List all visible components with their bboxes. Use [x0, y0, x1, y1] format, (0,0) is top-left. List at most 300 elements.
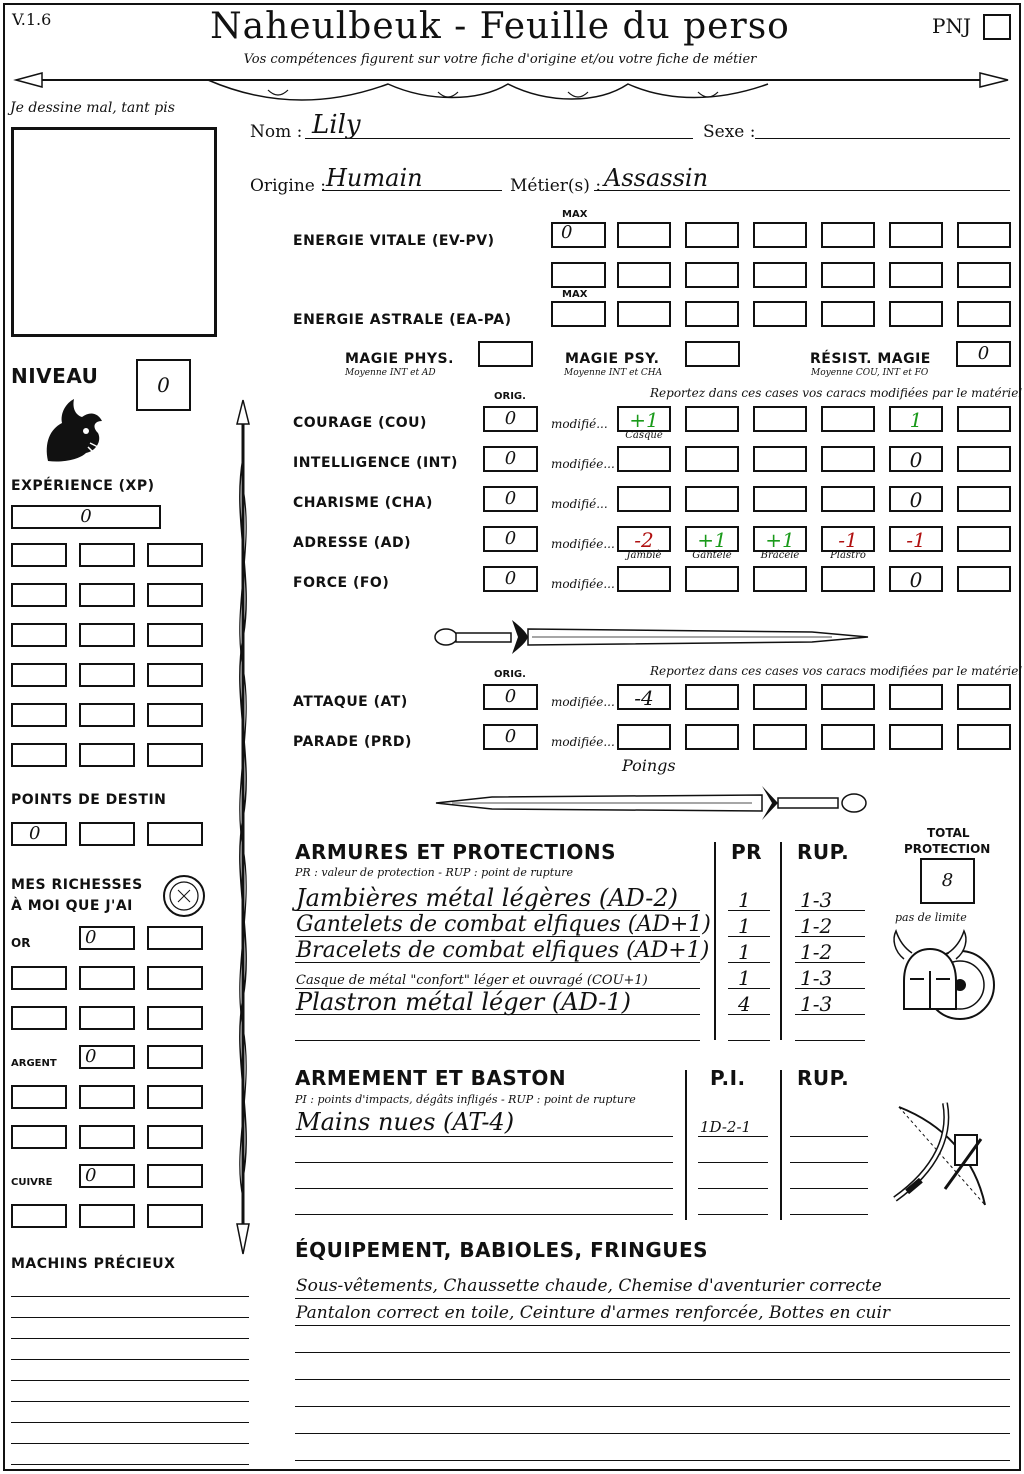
ea-box[interactable] [957, 301, 1011, 327]
ev-box[interactable] [889, 222, 943, 248]
carac-mod-label: modifiée... [551, 537, 615, 551]
carac-orig-value: 0 [504, 568, 517, 589]
carac-mod-box[interactable] [889, 486, 943, 512]
carac-mod-box[interactable] [889, 566, 943, 592]
machins-line[interactable] [11, 1401, 249, 1402]
armement-note: PI : points d'impacts, dégâts infligés - RUP : point de rupture [295, 1093, 636, 1106]
combat-mod-value [959, 686, 1009, 688]
origine-value: Humain [326, 164, 423, 192]
combat-mod-value [755, 726, 805, 728]
argent-label: ARGENT [11, 1058, 57, 1069]
crossed-weapons-icon [885, 1095, 1003, 1215]
money-box[interactable] [11, 1125, 67, 1149]
combat-report-note: Reportez dans ces cases vos caracs modifiées par le matériel [650, 664, 1023, 678]
combat-mod-value [687, 726, 737, 728]
combat-mod-box[interactable] [957, 724, 1011, 750]
carac-orig-box[interactable] [483, 446, 538, 472]
equipement-line[interactable] [295, 1352, 1010, 1353]
machins-line[interactable] [11, 1317, 249, 1318]
carac-mod-box[interactable] [821, 566, 875, 592]
combat-mod-value: -4 [634, 686, 654, 710]
armement-col-divider-2 [780, 1070, 782, 1220]
combat-mod-box[interactable] [685, 684, 739, 710]
pnj-label: PNJ [932, 14, 971, 38]
carac-mod-value [755, 488, 805, 490]
carac-mod-value: 0 [909, 568, 923, 592]
carac-mod-box[interactable] [685, 526, 739, 552]
armure-pr: 1 [738, 966, 751, 990]
resist-magie-box[interactable] [956, 341, 1011, 367]
weapon-rup-line[interactable] [790, 1162, 868, 1163]
xp-box[interactable] [79, 663, 135, 687]
carac-orig-box[interactable] [483, 566, 538, 592]
carac-cell-note: Casque [625, 430, 663, 441]
combat-mod-box[interactable] [617, 724, 671, 750]
weapon-pi-line[interactable] [698, 1162, 768, 1163]
carac-orig-value: 0 [504, 528, 517, 549]
weapon-rup-line[interactable] [790, 1214, 868, 1215]
nom-field[interactable] [305, 138, 693, 139]
machins-line[interactable] [11, 1359, 249, 1360]
armures-col-divider-2 [780, 842, 782, 1040]
carac-mod-value [823, 448, 873, 450]
money-box[interactable] [147, 1085, 203, 1109]
richesses-label-2: À MOI QUE J'AI [11, 898, 133, 914]
money-box[interactable] [79, 966, 135, 990]
weapon-name: Mains nues (AT-4) [296, 1108, 515, 1136]
weapon-pi-line[interactable] [698, 1136, 768, 1137]
carac-label: COURAGE (COU) [293, 415, 427, 431]
weapon-rup-line[interactable] [790, 1188, 868, 1189]
carac-mod-box[interactable] [889, 446, 943, 472]
weapon-rup-line[interactable] [790, 1136, 868, 1137]
xp-box[interactable] [79, 703, 135, 727]
carac-mod-box[interactable] [957, 486, 1011, 512]
cuivre-value: 0 [85, 1165, 97, 1186]
resist-magie-value: 0 [977, 343, 990, 364]
money-box[interactable] [79, 1204, 135, 1228]
magie-psy-note: Moyenne INT et CHA [564, 368, 663, 378]
destin-value: 0 [29, 823, 41, 844]
machins-line[interactable] [11, 1338, 249, 1339]
carac-mod-box[interactable] [957, 566, 1011, 592]
cuivre-box[interactable] [79, 1164, 135, 1188]
combat-orig-label: ORIG. [494, 669, 526, 680]
carac-mod-label: modifiée... [551, 577, 615, 591]
carac-mod-value: +1 [765, 528, 795, 552]
carac-mod-value [755, 568, 805, 570]
armure-pr: 1 [738, 940, 751, 964]
carac-mod-box[interactable] [685, 566, 739, 592]
metier-value: Assassin [604, 164, 709, 192]
carac-mod-box[interactable] [685, 486, 739, 512]
weapon-name-line[interactable] [295, 1162, 673, 1163]
argent-box[interactable] [79, 1045, 135, 1069]
argent-box[interactable] [147, 1045, 203, 1069]
ea-box[interactable] [753, 301, 807, 327]
pr-header: PR [731, 840, 763, 864]
carac-mod-box[interactable] [889, 406, 943, 432]
richesses-label-1: MES RICHESSES [11, 877, 143, 893]
sexe-label: Sexe : [703, 122, 756, 142]
xp-box[interactable] [147, 623, 203, 647]
carac-mod-value [959, 528, 1009, 530]
carac-mod-value: -2 [634, 528, 654, 552]
carac-mod-value [823, 408, 873, 410]
combat-mod-value [959, 726, 1009, 728]
ev-max-box[interactable] [551, 222, 606, 248]
or-value: 0 [85, 927, 97, 948]
helmet-shield-icon [890, 925, 1000, 1035]
carac-mod-box[interactable] [957, 446, 1011, 472]
machins-line[interactable] [11, 1380, 249, 1381]
machins-line[interactable] [11, 1464, 249, 1465]
xp-label: EXPÉRIENCE (XP) [11, 478, 155, 494]
machins-line[interactable] [11, 1296, 249, 1297]
carac-mod-value [823, 568, 873, 570]
carac-mod-value [619, 448, 669, 450]
carac-mod-box[interactable] [753, 446, 807, 472]
equipement-line[interactable] [295, 1379, 1010, 1380]
sword-2-icon [432, 780, 872, 826]
destin-box-2[interactable] [79, 822, 135, 846]
rup-header: RUP. [797, 840, 850, 864]
xp-box[interactable] [11, 505, 161, 529]
portrait-caption: Je dessine mal, tant pis [10, 100, 175, 116]
armure-rup-line[interactable] [795, 1040, 865, 1041]
xp-box[interactable] [147, 543, 203, 567]
destin-box-1[interactable] [11, 822, 67, 846]
carac-orig-box[interactable] [483, 486, 538, 512]
weapon-name-line[interactable] [295, 1188, 673, 1189]
ev-max-label: MAX [562, 209, 588, 220]
equipement-line[interactable] [295, 1298, 1010, 1299]
armure-pr: 1 [738, 888, 751, 912]
carac-mod-value: 1 [909, 408, 923, 432]
origine-label: Origine : [250, 176, 326, 196]
carac-cell-note: Bracele [760, 550, 800, 561]
armure-pr: 4 [738, 992, 751, 1016]
rup2-header: RUP. [797, 1066, 850, 1090]
machins-label: MACHINS PRÉCIEUX [11, 1256, 176, 1272]
xp-box[interactable] [11, 583, 67, 607]
money-box[interactable] [147, 966, 203, 990]
combat-mod-value [891, 726, 941, 728]
carac-label: INTELLIGENCE (INT) [293, 455, 458, 471]
poings-note: Poings [622, 756, 676, 775]
carac-orig-label: ORIG. [494, 391, 526, 402]
or-label: OR [11, 936, 31, 950]
equipement-line[interactable] [295, 1325, 1010, 1326]
magie-phys-note: Moyenne INT et AD [345, 368, 436, 378]
money-box[interactable] [11, 966, 67, 990]
combat-mod-box[interactable] [957, 684, 1011, 710]
carac-mod-box[interactable] [753, 526, 807, 552]
sheet-title: Naheulbeuk - Feuille du perso [210, 6, 790, 47]
equipement-text: Pantalon correct en toile, Ceinture d'armes renforcée, Bottes en cuir [296, 1303, 891, 1323]
ev-box[interactable] [957, 222, 1011, 248]
xp-box[interactable] [11, 663, 67, 687]
carac-mod-value [823, 488, 873, 490]
carac-mod-box[interactable] [753, 486, 807, 512]
weapon-pi-line[interactable] [698, 1188, 768, 1189]
xp-box[interactable] [11, 743, 67, 767]
carac-mod-box[interactable] [617, 566, 671, 592]
combat-mod-box[interactable] [753, 724, 807, 750]
cuivre-box[interactable] [147, 1164, 203, 1188]
resist-magie-note: Moyenne COU, INT et FO [811, 368, 929, 378]
carac-mod-value: 0 [909, 488, 923, 512]
coin-icon [160, 872, 208, 920]
carac-mod-box[interactable] [821, 526, 875, 552]
carac-mod-value [619, 568, 669, 570]
sexe-field[interactable] [755, 138, 1010, 139]
destin-label: POINTS DE DESTIN [11, 792, 167, 808]
money-box[interactable] [11, 1006, 67, 1030]
equipement-label: ÉQUIPEMENT, BABIOLES, FRINGUES [295, 1238, 709, 1262]
armure-rup: 1-2 [800, 940, 833, 964]
armure-pr: 1 [738, 914, 751, 938]
nom-label: Nom : [250, 122, 303, 142]
combat-label: ATTAQUE (AT) [293, 694, 408, 710]
carac-mod-value [959, 448, 1009, 450]
nom-value: Lily [312, 110, 361, 140]
niveau-box[interactable] [136, 359, 191, 411]
xp-box[interactable] [11, 703, 67, 727]
armure-rup: 1-3 [800, 888, 833, 912]
combat-label: PARADE (PRD) [293, 734, 412, 750]
xp-value: 0 [80, 506, 92, 527]
weapon-pi-line[interactable] [698, 1214, 768, 1215]
combat-mod-label: modifiée... [551, 695, 615, 709]
carac-mod-value [687, 488, 737, 490]
carac-mod-value [687, 408, 737, 410]
carac-mod-label: modifiée... [551, 457, 615, 471]
total-label-2: PROTECTION [904, 842, 991, 856]
money-box[interactable] [147, 1125, 203, 1149]
ea-max-box[interactable] [551, 301, 606, 327]
weapon-name-line[interactable] [295, 1136, 673, 1137]
machins-line[interactable] [11, 1443, 249, 1444]
carac-mod-value [755, 408, 805, 410]
carac-mod-box[interactable] [821, 406, 875, 432]
sword-icon [432, 614, 872, 660]
combat-orig-value: 0 [504, 686, 517, 707]
carac-mod-value: +1 [697, 528, 727, 552]
magie-phys-box[interactable] [478, 341, 533, 367]
carac-mod-box[interactable] [617, 526, 671, 552]
total-protection-value: 8 [941, 870, 954, 891]
machins-line[interactable] [11, 1422, 249, 1423]
carac-mod-label: modifié... [551, 417, 608, 431]
niveau-label: NIVEAU [11, 364, 99, 388]
xp-box[interactable] [79, 623, 135, 647]
armures-col-divider-1 [714, 842, 716, 1040]
xp-box[interactable] [79, 583, 135, 607]
ev-box[interactable] [753, 222, 807, 248]
combat-mod-box[interactable] [753, 684, 807, 710]
combat-orig-box[interactable] [483, 684, 538, 710]
armure-name: Jambières métal légères (AD-2) [296, 884, 678, 912]
money-box[interactable] [79, 1085, 135, 1109]
carac-report-note: Reportez dans ces cases vos caracs modifiées par le matériel [650, 386, 1023, 400]
weapon-name-line[interactable] [295, 1214, 673, 1215]
armement-label: ARMEMENT ET BASTON [295, 1066, 567, 1090]
money-box[interactable] [11, 1204, 67, 1228]
carac-mod-box[interactable] [617, 486, 671, 512]
combat-mod-box[interactable] [889, 724, 943, 750]
ev-label: ENERGIE VITALE (EV-PV) [293, 233, 495, 249]
magie-phys-label: MAGIE PHYS. [345, 351, 454, 367]
xp-box[interactable] [147, 743, 203, 767]
carac-orig-value: 0 [504, 408, 517, 429]
xp-box[interactable] [11, 623, 67, 647]
ev-box[interactable] [685, 262, 739, 288]
carac-mod-box[interactable] [685, 446, 739, 472]
carac-mod-value [959, 408, 1009, 410]
carac-mod-box[interactable] [617, 446, 671, 472]
combat-mod-box[interactable] [617, 684, 671, 710]
combat-mod-label: modifiée... [551, 735, 615, 749]
carac-orig-box[interactable] [483, 406, 538, 432]
total-protection-box[interactable] [920, 858, 975, 904]
carac-mod-value [687, 568, 737, 570]
metier-label: Métier(s) : [510, 176, 602, 196]
total-label-1: TOTAL [927, 826, 970, 840]
combat-mod-value [687, 686, 737, 688]
carac-mod-box[interactable] [957, 526, 1011, 552]
xp-box[interactable] [147, 663, 203, 687]
armure-name: Gantelets de combat elfiques (AD+1) [296, 912, 711, 937]
ev-box[interactable] [889, 262, 943, 288]
carac-mod-value: -1 [838, 528, 858, 552]
combat-mod-box[interactable] [685, 724, 739, 750]
carac-mod-box[interactable] [821, 446, 875, 472]
ev-max-value: 0 [561, 222, 573, 243]
combat-mod-value [823, 726, 873, 728]
ea-box[interactable] [617, 301, 671, 327]
carac-mod-box[interactable] [889, 526, 943, 552]
no-limit-note: pas de limite [895, 911, 967, 924]
carac-mod-box[interactable] [617, 406, 671, 432]
ev-box[interactable] [753, 262, 807, 288]
armures-note: PR : valeur de protection - RUP : point de rupture [295, 866, 573, 879]
carac-mod-value [755, 448, 805, 450]
pi-header: P.I. [710, 1066, 746, 1090]
dragon-icon [40, 395, 108, 465]
carac-orig-value: 0 [504, 488, 517, 509]
destin-box-3[interactable] [147, 822, 203, 846]
money-box[interactable] [79, 1125, 135, 1149]
or-box[interactable] [147, 926, 203, 950]
armement-col-divider-1 [685, 1070, 687, 1220]
or-box[interactable] [79, 926, 135, 950]
ev-box[interactable] [957, 262, 1011, 288]
carac-mod-box[interactable] [821, 486, 875, 512]
vertical-spear-icon [228, 398, 258, 1258]
carac-orig-box[interactable] [483, 526, 538, 552]
armure-name: Bracelets de combat elfiques (AD+1) [296, 938, 710, 963]
ea-max-label: MAX [562, 289, 588, 300]
carac-orig-value: 0 [504, 448, 517, 469]
carac-mod-value: 0 [909, 448, 923, 472]
xp-box[interactable] [79, 543, 135, 567]
carac-mod-value [687, 448, 737, 450]
money-box[interactable] [79, 1006, 135, 1030]
magie-psy-label: MAGIE PSY. [565, 351, 660, 367]
argent-value: 0 [85, 1046, 97, 1067]
combat-mod-box[interactable] [821, 724, 875, 750]
combat-orig-box[interactable] [483, 724, 538, 750]
ev-box[interactable] [551, 262, 606, 288]
ea-box[interactable] [685, 301, 739, 327]
carac-mod-box[interactable] [753, 566, 807, 592]
xp-box[interactable] [147, 703, 203, 727]
combat-mod-box[interactable] [889, 684, 943, 710]
xp-box[interactable] [147, 583, 203, 607]
carac-label: CHARISME (CHA) [293, 495, 433, 511]
combat-mod-value [891, 686, 941, 688]
ev-box[interactable] [617, 222, 671, 248]
ev-box[interactable] [617, 262, 671, 288]
carac-cell-note: Gantele [692, 550, 732, 561]
xp-box[interactable] [11, 543, 67, 567]
armure-name: Casque de métal "confort" léger et ouvragé (COU+1) [296, 973, 648, 988]
armure-pr-line[interactable] [728, 1040, 770, 1041]
combat-mod-value [619, 726, 669, 728]
armure-rup: 1-3 [800, 966, 833, 990]
ev-box[interactable] [821, 262, 875, 288]
money-box[interactable] [11, 1085, 67, 1109]
money-box[interactable] [147, 1204, 203, 1228]
carac-mod-box[interactable] [685, 406, 739, 432]
xp-box[interactable] [79, 743, 135, 767]
ea-box[interactable] [889, 301, 943, 327]
carac-mod-box[interactable] [957, 406, 1011, 432]
sheet-subtitle: Vos compétences figurent sur votre fiche d'origine et/ou votre fiche de métier [243, 52, 757, 67]
weapon-pi: 1D-2-1 [700, 1118, 752, 1136]
combat-orig-value: 0 [504, 726, 517, 747]
equipement-line[interactable] [295, 1460, 1010, 1461]
carac-mod-box[interactable] [753, 406, 807, 432]
ev-box[interactable] [821, 222, 875, 248]
pnj-checkbox[interactable] [983, 14, 1011, 40]
money-box[interactable] [147, 1006, 203, 1030]
ea-label: ENERGIE ASTRALE (EA-PA) [293, 312, 512, 328]
magie-psy-box[interactable] [685, 341, 740, 367]
equipement-text: Sous-vêtements, Chaussette chaude, Chemise d'aventurier correcte [296, 1276, 882, 1296]
combat-mod-box[interactable] [821, 684, 875, 710]
carac-label: FORCE (FO) [293, 575, 390, 591]
carac-mod-value [619, 488, 669, 490]
combat-mod-value [755, 686, 805, 688]
portrait-box[interactable] [11, 127, 217, 337]
armures-label: ARMURES ET PROTECTIONS [295, 840, 616, 864]
carac-cell-note: Plastro [830, 550, 866, 561]
carac-mod-value: +1 [629, 408, 659, 432]
armure-name-line[interactable] [295, 1040, 700, 1041]
equipement-line[interactable] [295, 1433, 1010, 1434]
carac-mod-label: modifié... [551, 497, 608, 511]
ev-box[interactable] [685, 222, 739, 248]
version-label: V.1.6 [12, 10, 52, 29]
carac-mod-value [959, 488, 1009, 490]
ea-box[interactable] [821, 301, 875, 327]
armure-rup: 1-2 [800, 914, 833, 938]
combat-mod-value [823, 686, 873, 688]
equipement-line[interactable] [295, 1406, 1010, 1407]
carac-mod-value [959, 568, 1009, 570]
